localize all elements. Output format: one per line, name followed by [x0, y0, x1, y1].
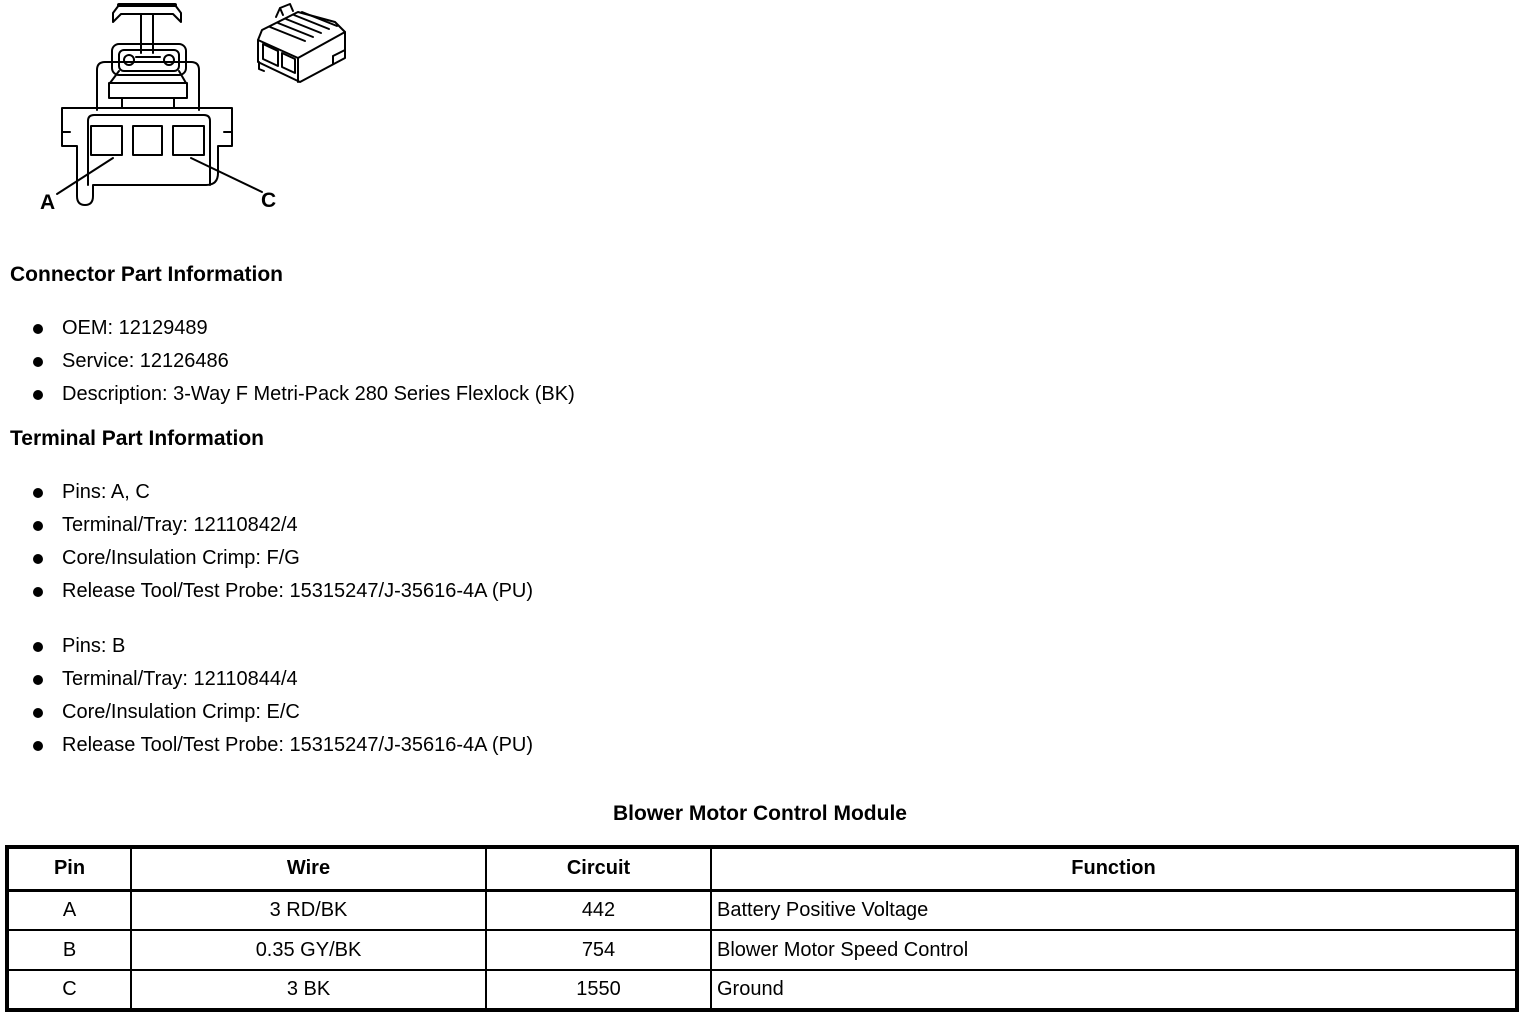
bullet-icon	[33, 587, 43, 597]
list-item-text: Pins: B	[62, 635, 126, 657]
list-item	[33, 476, 533, 509]
bullet-icon	[33, 741, 43, 751]
terminal-part-info-heading: Terminal Part Information	[10, 427, 264, 450]
column-header-function: Function	[711, 847, 1517, 890]
column-header-wire: Wire	[131, 847, 486, 890]
table-title: Blower Motor Control Module	[613, 802, 907, 825]
list-item	[33, 345, 575, 378]
bullet-icon	[33, 324, 43, 334]
connector-diagram	[0, 0, 380, 215]
circuit-cell: 442	[486, 890, 711, 930]
list-item-text: Core/Insulation Crimp: E/C	[62, 701, 300, 723]
table-header-row	[7, 847, 1517, 890]
list-item-text: Core/Insulation Crimp: F/G	[62, 547, 300, 569]
connector-part-info-list	[33, 312, 575, 411]
connector-iso-view	[258, 4, 345, 82]
bullet-icon	[33, 708, 43, 718]
list-item-text: Release Tool/Test Probe: 15315247/J-35616-4A (PU)	[62, 580, 534, 602]
function-cell: Battery Positive Voltage	[711, 890, 1517, 930]
bullet-icon	[33, 554, 43, 564]
connector-front-view	[40, 5, 276, 214]
table-row	[7, 930, 1517, 970]
list-item-text: Description: 3-Way F Metri-Pack 280 Series Flexlock (BK)	[62, 383, 575, 405]
terminal-info-list-pins-b	[33, 630, 533, 762]
wire-cell: 0.35 GY/BK	[131, 930, 486, 970]
pin-c-leader-line	[191, 158, 262, 192]
connector-part-info-heading: Connector Part Information	[10, 263, 284, 286]
list-item-text: Service: 12126486	[62, 350, 229, 372]
pin-cell: A	[7, 890, 131, 930]
table-row	[7, 890, 1517, 930]
list-item	[33, 378, 575, 411]
circuit-cell: 1550	[486, 970, 711, 1010]
pinout-table	[5, 845, 1519, 1012]
list-item	[33, 542, 533, 575]
list-item-text: Pins: A, C	[62, 481, 150, 503]
bullet-icon	[33, 390, 43, 400]
list-item-text: Terminal/Tray: 12110842/4	[62, 514, 298, 536]
wire-cell: 3 BK	[131, 970, 486, 1010]
list-item	[33, 663, 533, 696]
list-item-text: Terminal/Tray: 12110844/4	[62, 668, 298, 690]
list-item-text: Release Tool/Test Probe: 15315247/J-35616-4A (PU)	[62, 734, 534, 756]
pin-c-label: C	[261, 189, 277, 212]
function-cell: Ground	[711, 970, 1517, 1010]
pin-a-label: A	[40, 191, 56, 214]
terminal-info-list-pins-ac	[33, 476, 533, 608]
bullet-icon	[33, 488, 43, 498]
pin-cell: C	[7, 970, 131, 1010]
pin-cell: B	[7, 930, 131, 970]
list-item-text: OEM: 12129489	[62, 317, 208, 339]
bullet-icon	[33, 675, 43, 685]
wire-cell: 3 RD/BK	[131, 890, 486, 930]
column-header-circuit: Circuit	[486, 847, 711, 890]
list-item	[33, 509, 533, 542]
bullet-icon	[33, 642, 43, 652]
list-item	[33, 696, 533, 729]
function-cell: Blower Motor Speed Control	[711, 930, 1517, 970]
bullet-icon	[33, 521, 43, 531]
list-item	[33, 575, 533, 608]
list-item	[33, 312, 575, 345]
column-header-pin: Pin	[7, 847, 131, 890]
bullet-icon	[33, 357, 43, 367]
circuit-cell: 754	[486, 930, 711, 970]
list-item	[33, 729, 533, 762]
list-item	[33, 630, 533, 663]
pin-a-leader-line	[57, 158, 113, 194]
table-row	[7, 970, 1517, 1010]
